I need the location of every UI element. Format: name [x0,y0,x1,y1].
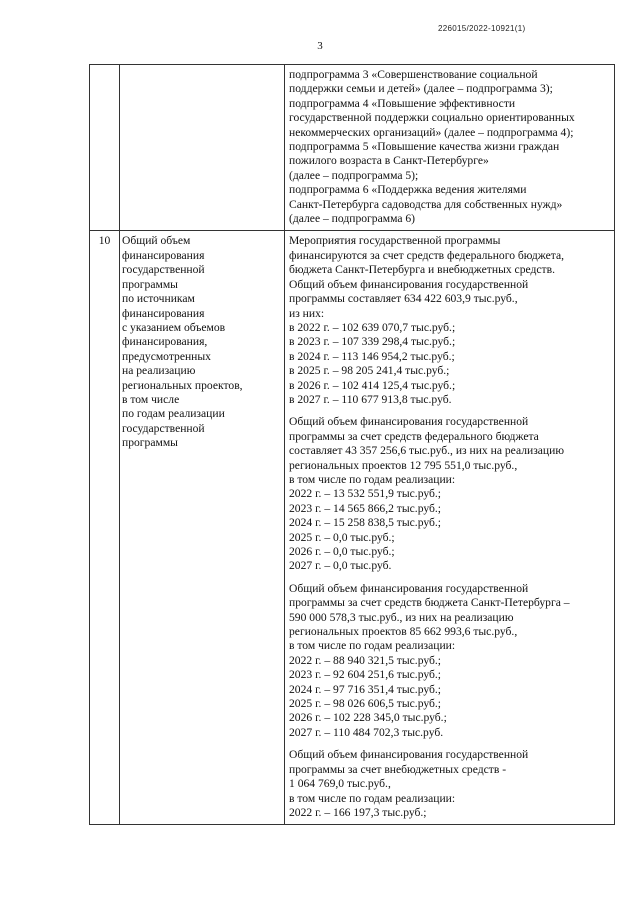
text-line: 2025 г. – 0,0 тыс.руб.; [289,530,395,544]
text-line: региональных проектов 85 662 993,6 тыс.руб., [289,625,518,639]
row-content-cell [285,65,615,231]
table-row-10 [90,231,615,825]
label-line: финансирования, [122,335,208,349]
text-line: в 2023 г. – 107 339 298,4 тыс.руб.; [289,335,456,349]
label-line: на реализацию [122,364,196,378]
document-registration-number: 226015/2022-10921(1) [438,24,526,33]
page-number: 3 [317,40,323,52]
financing-paragraph [289,234,610,407]
text-line: в 2027 г. – 110 677 913,8 тыс.руб. [289,392,452,406]
text-line: Санкт-Петербурга садоводства для собственных нужд» [289,197,563,211]
label-line: с указанием объемов [122,320,226,334]
text-line: 2025 г. – 98 026 606,5 тыс.руб.; [289,697,441,711]
text-line: пожилого возраста в Санкт-Петербурге» [289,154,489,168]
financing-label [122,234,282,450]
text-line: региональных проектов 12 795 551,0 тыс.руб., [289,458,518,472]
row-label-cell [120,65,285,231]
label-line: по источникам [122,292,195,306]
row-number-cell: 10 [90,231,120,825]
financing-paragraph [289,748,610,820]
label-line: финансирования [122,306,205,320]
text-line: в том числе по годам реализации: [289,791,456,805]
label-line: предусмотренных [122,349,211,363]
row-content-cell [285,231,615,825]
label-line: в том числе [122,392,180,406]
text-line: подпрограмма 3 «Совершенствование социальной [289,68,538,81]
label-line: программы [122,436,178,450]
program-passport-table [89,64,615,825]
text-line: 2024 г. – 15 258 838,5 тыс.руб.; [289,516,441,530]
text-line: 2022 г. – 166 197,3 тыс.руб.; [289,805,427,819]
text-line: программы составляет 634 422 603,9 тыс.руб., [289,292,518,306]
text-line: 2022 г. – 13 532 551,9 тыс.руб.; [289,487,441,501]
text-line: 2026 г. – 102 228 345,0 тыс.руб.; [289,711,447,725]
text-line: в 2022 г. – 102 639 070,7 тыс.руб.; [289,320,456,334]
text-line: Общий объем финансирования государственной [289,581,529,595]
text-line: 2022 г. – 88 940 321,5 тыс.руб.; [289,653,441,667]
text-line: бюджета Санкт-Петербурга и внебюджетных средств. [289,263,555,277]
text-line: Общий объем финансирования государственной [289,748,529,762]
table-row-continuation [90,65,615,231]
text-line: финансируются за счет средств федерального бюджета, [289,248,565,262]
label-line: Общий объем [122,234,191,248]
text-line: в 2024 г. – 113 146 954,2 тыс.руб.; [289,349,455,363]
row-label-cell [120,231,285,825]
text-line: 2027 г. – 110 484 702,3 тыс.руб. [289,725,444,739]
text-line: Общий объем финансирования государственной [289,415,529,429]
text-line: подпрограмма 6 «Поддержка ведения жителями [289,183,527,197]
label-line: государственной [122,263,205,277]
text-line: Общий объем финансирования государственной [289,277,529,291]
text-line: программы за счет внебюджетных средств - [289,762,507,776]
label-line: программы [122,277,178,291]
text-line: 2027 г. – 0,0 тыс.руб. [289,559,392,573]
financing-details [289,234,610,820]
label-line: по годам реализации [122,407,225,421]
text-line: поддержки семьи и детей» (далее – подпрограмма 3); [289,82,553,96]
text-line: Мероприятия государственной программы [289,234,501,248]
text-line: 2023 г. – 14 565 866,2 тыс.руб.; [289,501,441,515]
text-line: составляет 43 357 256,6 тыс.руб., из них на реализацию [289,444,564,458]
text-line: в том числе по годам реализации: [289,472,456,486]
text-line: программы за счет средств федерального бюджета [289,429,539,443]
text-line: 2026 г. – 0,0 тыс.руб.; [289,545,395,558]
text-line: 2023 г. – 92 604 251,6 тыс.руб.; [289,668,441,682]
financing-paragraph [289,582,610,740]
text-line: государственной поддержки социально ориентированных [289,111,575,125]
label-line: государственной [122,421,205,435]
subprogram-list [289,68,610,226]
text-line: в том числе по годам реализации: [289,639,456,653]
row-number-cell [90,65,120,231]
text-line: подпрограмма 5 «Повышение качества жизни граждан [289,140,560,154]
label-line: региональных проектов, [122,378,243,392]
text-line: в 2025 г. – 98 205 241,4 тыс.руб.; [289,364,450,378]
text-line: (далее – подпрограмма 5); [289,168,419,182]
text-line: 2024 г. – 97 716 351,4 тыс.руб.; [289,682,441,696]
text-line: из них: [289,306,325,320]
label-line: финансирования [122,248,205,262]
text-line: 1 064 769,0 тыс.руб., [289,777,391,791]
text-line: некоммерческих организаций» (далее – подпрограмма 4); [289,125,574,139]
text-line: (далее – подпрограмма 6) [289,212,416,226]
text-line: программы за счет средств бюджета Санкт-Петербурга – [289,596,570,610]
text-line: 590 000 578,3 тыс.руб., из них на реализацию [289,610,514,624]
financing-paragraph [289,415,610,573]
text-line: в 2026 г. – 102 414 125,4 тыс.руб.; [289,378,456,392]
text-line: подпрограмма 4 «Повышение эффективности [289,96,516,110]
